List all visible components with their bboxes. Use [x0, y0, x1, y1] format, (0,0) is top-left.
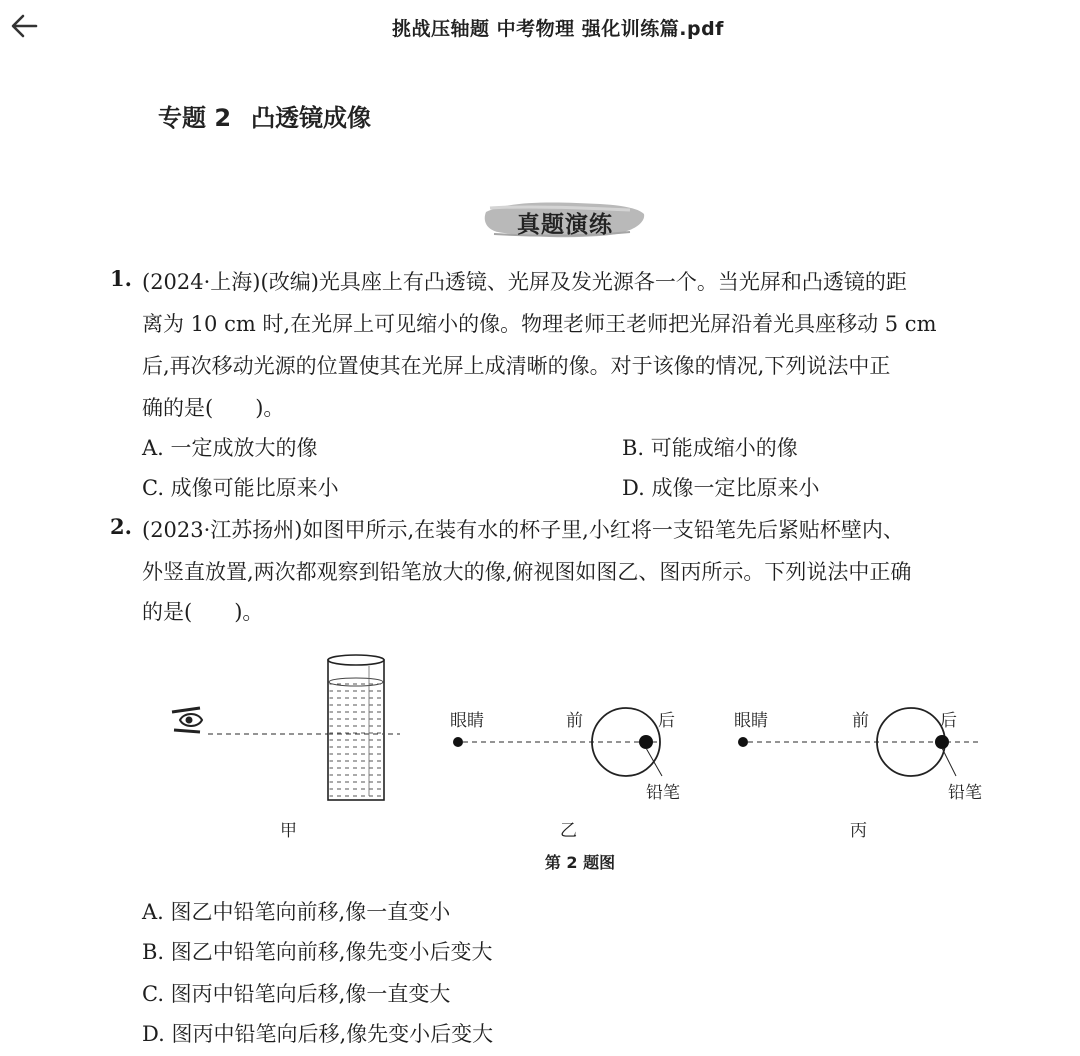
top-bar [0, 0, 1080, 56]
figure-caption: 第 2 题图 [544, 853, 616, 872]
label-eye-bing: 眼睛 [734, 711, 768, 731]
q1-number: 1. [110, 266, 132, 291]
label-front-yi: 前 [566, 711, 583, 731]
q2-line: (2023·江苏扬州)如图甲所示,在装有水的杯子里,小红将一支铅笔先后紧贴杯壁内、 [142, 518, 904, 542]
banner-title: 真题演练 [517, 211, 613, 238]
q2-option-b: B. 图乙中铅笔向前移,像先变小后变大 [142, 940, 493, 964]
top-view-yi [453, 708, 662, 776]
q2-line: 的是( )。 [142, 600, 264, 624]
q1-option-c: C. 成像可能比原来小 [142, 476, 339, 500]
eye-icon [172, 708, 202, 732]
label-yi: 乙 [560, 821, 577, 841]
label-jia: 甲 [280, 821, 297, 841]
q1-line: 离为 10 cm 时,在光屏上可见缩小的像。物理老师王老师把光屏沿着光具座移动 5 cm [142, 312, 937, 336]
label-bing: 丙 [850, 821, 867, 841]
q2-option-a: A. 图乙中铅笔向前移,像一直变小 [142, 900, 451, 924]
q1-line: (2024·上海)(改编)光具座上有凸透镜、光屏及发光源各一个。当光屏和凸透镜的距 [142, 270, 907, 294]
label-front-bing: 前 [852, 711, 869, 731]
label-pencil-bing: 铅笔 [948, 783, 982, 803]
q2-option-c: C. 图丙中铅笔向后移,像一直变大 [142, 982, 451, 1006]
label-back-yi: 后 [658, 711, 675, 731]
q2-option-d: D. 图丙中铅笔向后移,像先变小后变大 [142, 1022, 494, 1046]
label-back-bing: 后 [940, 711, 957, 731]
water-cup [328, 655, 384, 800]
pdf-page [0, 56, 1080, 1056]
document-title: 挑战压轴题 中考物理 强化训练篇.pdf [392, 18, 724, 40]
section-label: 专题 2 [158, 104, 232, 132]
q2-number: 2. [110, 514, 132, 539]
section-title [158, 98, 371, 133]
section-name: 凸透镜成像 [251, 104, 372, 132]
q1-option-d: D. 成像一定比原来小 [622, 476, 820, 500]
label-eye-yi: 眼睛 [450, 711, 484, 731]
q1-line: 确的是( )。 [142, 396, 285, 420]
q1-line: 后,再次移动光源的位置使其在光屏上成清晰的像。对于该像的情况,下列说法中正 [142, 354, 891, 378]
q2-line: 外竖直放置,两次都观察到铅笔放大的像,俯视图如图乙、图丙所示。下列说法中正确 [142, 560, 912, 584]
label-pencil-yi: 铅笔 [646, 783, 680, 803]
q1-option-a: A. 一定成放大的像 [142, 436, 318, 460]
q1-option-b: B. 可能成缩小的像 [622, 436, 798, 460]
section-banner [480, 190, 650, 246]
